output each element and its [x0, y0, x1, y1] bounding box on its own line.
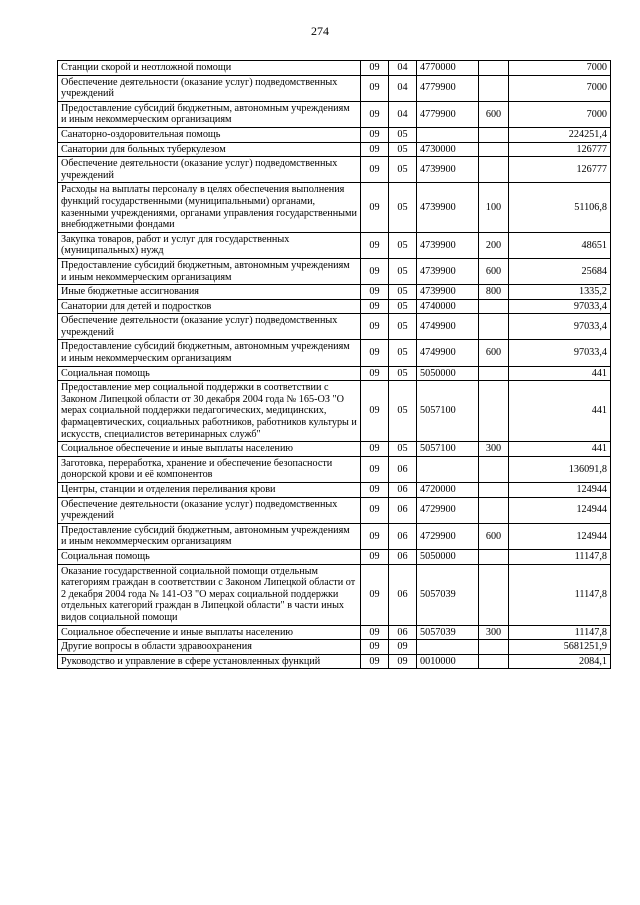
- row-name: Предоставление субсидий бюджетным, автономным учреждениям и иным некоммерческим организациям: [58, 258, 361, 284]
- table-row: [58, 157, 611, 183]
- row-amount: 7000: [509, 61, 611, 76]
- row-section-code: 09: [361, 654, 389, 669]
- row-expense-type-code: 800: [479, 285, 509, 300]
- row-section-code: 09: [361, 142, 389, 157]
- row-name: Центры, станции и отделения переливания крови: [58, 483, 361, 498]
- row-subsection-code: 06: [389, 456, 417, 482]
- row-section-code: 09: [361, 183, 389, 232]
- row-target-code: 4729900: [417, 523, 479, 549]
- row-name: Предоставление субсидий бюджетным, автономным учреждениям и иным некоммерческим организациям: [58, 340, 361, 366]
- row-expense-type-code: [479, 483, 509, 498]
- row-subsection-code: 04: [389, 61, 417, 76]
- row-target-code: 4740000: [417, 299, 479, 314]
- page-number: 274: [311, 24, 329, 38]
- table-row: [58, 142, 611, 157]
- row-target-code: 4720000: [417, 483, 479, 498]
- row-section-code: 09: [361, 497, 389, 523]
- row-amount: 224251,4: [509, 127, 611, 142]
- row-section-code: 09: [361, 75, 389, 101]
- table-row: [58, 285, 611, 300]
- row-name: Закупка товаров, работ и услуг для государственных (муниципальных) нужд: [58, 232, 361, 258]
- row-name: Предоставление субсидий бюджетным, автономным учреждениям и иным некоммерческим организациям: [58, 101, 361, 127]
- row-subsection-code: 05: [389, 183, 417, 232]
- row-target-code: 5057100: [417, 442, 479, 457]
- row-subsection-code: 05: [389, 314, 417, 340]
- row-target-code: 4739900: [417, 232, 479, 258]
- table-row: [58, 232, 611, 258]
- row-expense-type-code: 200: [479, 232, 509, 258]
- row-subsection-code: 04: [389, 101, 417, 127]
- row-amount: 11147,8: [509, 564, 611, 625]
- row-target-code: 5057039: [417, 625, 479, 640]
- row-subsection-code: 09: [389, 654, 417, 669]
- row-target-code: 4739900: [417, 258, 479, 284]
- row-amount: 5681251,9: [509, 640, 611, 655]
- table-row: [58, 523, 611, 549]
- row-name: Заготовка, переработка, хранение и обеспечение безопасности донорской крови и её компонентов: [58, 456, 361, 482]
- table-row: [58, 442, 611, 457]
- row-section-code: 09: [361, 456, 389, 482]
- row-subsection-code: 06: [389, 549, 417, 564]
- row-subsection-code: 05: [389, 127, 417, 142]
- row-amount: 1335,2: [509, 285, 611, 300]
- row-name: Санатории для больных туберкулезом: [58, 142, 361, 157]
- table-row: [58, 61, 611, 76]
- row-section-code: 09: [361, 640, 389, 655]
- row-amount: 11147,8: [509, 549, 611, 564]
- row-name: Социальное обеспечение и иные выплаты населению: [58, 625, 361, 640]
- row-subsection-code: 06: [389, 564, 417, 625]
- table-row: [58, 497, 611, 523]
- row-target-code: 4779900: [417, 75, 479, 101]
- row-amount: 97033,4: [509, 340, 611, 366]
- row-target-code: 4749900: [417, 340, 479, 366]
- row-expense-type-code: [479, 564, 509, 625]
- row-expense-type-code: 300: [479, 442, 509, 457]
- row-name: Санатории для детей и подростков: [58, 299, 361, 314]
- row-section-code: 09: [361, 127, 389, 142]
- table-row: [58, 75, 611, 101]
- row-subsection-code: 06: [389, 483, 417, 498]
- row-expense-type-code: [479, 381, 509, 442]
- row-target-code: 5057039: [417, 564, 479, 625]
- row-target-code: 4730000: [417, 142, 479, 157]
- row-subsection-code: 05: [389, 381, 417, 442]
- row-amount: 97033,4: [509, 314, 611, 340]
- row-name: Социальная помощь: [58, 366, 361, 381]
- row-name: Обеспечение деятельности (оказание услуг) подведомственных учреждений: [58, 157, 361, 183]
- row-expense-type-code: [479, 497, 509, 523]
- row-subsection-code: 06: [389, 497, 417, 523]
- row-name: Предоставление субсидий бюджетным, автономным учреждениям и иным некоммерческим организациям: [58, 523, 361, 549]
- row-amount: 51106,8: [509, 183, 611, 232]
- row-expense-type-code: 300: [479, 625, 509, 640]
- row-target-code: 0010000: [417, 654, 479, 669]
- row-subsection-code: 05: [389, 285, 417, 300]
- budget-table: [57, 60, 611, 669]
- row-subsection-code: 05: [389, 340, 417, 366]
- row-section-code: 09: [361, 61, 389, 76]
- row-subsection-code: 05: [389, 157, 417, 183]
- row-section-code: 09: [361, 625, 389, 640]
- row-section-code: 09: [361, 523, 389, 549]
- row-name: Предоставление мер социальной поддержки в соответствии с Законом Липецкой области от 30 декабря 2004 года № 165-ОЗ "О мерах социальной поддержки педагогических, медицинских, фармацевтических, социальных работников, работников культуры и искусств, специалистов ветеринарных служб": [58, 381, 361, 442]
- row-target-code: 4739900: [417, 285, 479, 300]
- row-expense-type-code: [479, 549, 509, 564]
- row-amount: 7000: [509, 101, 611, 127]
- row-name: Оказание государственной социальной помощи отдельным категориям граждан в соответствии с Законом Липецкой области от 2 декабря 2004 года № 141-ОЗ "О мерах социальной поддержки отдельных категорий граждан в Липецкой области" в части иных видов социальной помощи: [58, 564, 361, 625]
- row-section-code: 09: [361, 483, 389, 498]
- row-amount: 441: [509, 442, 611, 457]
- row-amount: 441: [509, 381, 611, 442]
- row-amount: 48651: [509, 232, 611, 258]
- row-expense-type-code: [479, 61, 509, 76]
- row-expense-type-code: [479, 142, 509, 157]
- row-name: Обеспечение деятельности (оказание услуг) подведомственных учреждений: [58, 497, 361, 523]
- row-amount: 136091,8: [509, 456, 611, 482]
- row-amount: 25684: [509, 258, 611, 284]
- row-expense-type-code: 600: [479, 523, 509, 549]
- row-expense-type-code: [479, 299, 509, 314]
- row-expense-type-code: [479, 75, 509, 101]
- row-subsection-code: 04: [389, 75, 417, 101]
- row-name: Станции скорой и неотложной помощи: [58, 61, 361, 76]
- row-section-code: 09: [361, 442, 389, 457]
- row-section-code: 09: [361, 366, 389, 381]
- row-subsection-code: 06: [389, 625, 417, 640]
- table-row: [58, 299, 611, 314]
- row-expense-type-code: [479, 127, 509, 142]
- row-amount: 126777: [509, 142, 611, 157]
- row-target-code: [417, 456, 479, 482]
- table-row: [58, 101, 611, 127]
- row-name: Социальное обеспечение и иные выплаты населению: [58, 442, 361, 457]
- table-row: [58, 366, 611, 381]
- table-row: [58, 183, 611, 232]
- row-expense-type-code: [479, 640, 509, 655]
- table-row: [58, 258, 611, 284]
- row-amount: 11147,8: [509, 625, 611, 640]
- row-target-code: 4739900: [417, 157, 479, 183]
- row-amount: 7000: [509, 75, 611, 101]
- row-target-code: 4739900: [417, 183, 479, 232]
- row-subsection-code: 05: [389, 299, 417, 314]
- table-row: [58, 314, 611, 340]
- row-subsection-code: 05: [389, 142, 417, 157]
- row-expense-type-code: 600: [479, 101, 509, 127]
- row-amount: 124944: [509, 523, 611, 549]
- row-name: Иные бюджетные ассигнования: [58, 285, 361, 300]
- row-name: Обеспечение деятельности (оказание услуг) подведомственных учреждений: [58, 75, 361, 101]
- row-section-code: 09: [361, 258, 389, 284]
- row-subsection-code: 05: [389, 442, 417, 457]
- table-row: [58, 483, 611, 498]
- row-expense-type-code: [479, 157, 509, 183]
- row-name: Расходы на выплаты персоналу в целях обеспечения выполнения функций государственными (муниципальными) органами, казенными учреждениями, органами управления государственными внебюджетными фондами: [58, 183, 361, 232]
- table-row: [58, 549, 611, 564]
- row-target-code: 5050000: [417, 549, 479, 564]
- row-target-code: [417, 127, 479, 142]
- row-target-code: 4770000: [417, 61, 479, 76]
- row-subsection-code: 06: [389, 523, 417, 549]
- row-name: Социальная помощь: [58, 549, 361, 564]
- row-target-code: [417, 640, 479, 655]
- row-target-code: 4729900: [417, 497, 479, 523]
- row-amount: 441: [509, 366, 611, 381]
- row-name: Другие вопросы в области здравоохранения: [58, 640, 361, 655]
- budget-table-body: [58, 61, 611, 669]
- row-name: Руководство и управление в сфере установленных функций: [58, 654, 361, 669]
- row-subsection-code: 05: [389, 366, 417, 381]
- row-target-code: 5050000: [417, 366, 479, 381]
- table-row: [58, 625, 611, 640]
- row-expense-type-code: [479, 314, 509, 340]
- row-expense-type-code: 600: [479, 340, 509, 366]
- row-section-code: 09: [361, 314, 389, 340]
- table-row: [58, 381, 611, 442]
- table-row: [58, 127, 611, 142]
- row-expense-type-code: 100: [479, 183, 509, 232]
- table-row: [58, 456, 611, 482]
- row-section-code: 09: [361, 101, 389, 127]
- row-target-code: 4749900: [417, 314, 479, 340]
- row-target-code: 5057100: [417, 381, 479, 442]
- row-subsection-code: 09: [389, 640, 417, 655]
- row-subsection-code: 05: [389, 232, 417, 258]
- row-expense-type-code: 600: [479, 258, 509, 284]
- row-amount: 126777: [509, 157, 611, 183]
- row-name: Обеспечение деятельности (оказание услуг) подведомственных учреждений: [58, 314, 361, 340]
- row-section-code: 09: [361, 549, 389, 564]
- row-section-code: 09: [361, 285, 389, 300]
- row-expense-type-code: [479, 654, 509, 669]
- row-section-code: 09: [361, 299, 389, 314]
- row-amount: 124944: [509, 497, 611, 523]
- row-expense-type-code: [479, 456, 509, 482]
- row-expense-type-code: [479, 366, 509, 381]
- row-section-code: 09: [361, 157, 389, 183]
- row-name: Санаторно-оздоровительная помощь: [58, 127, 361, 142]
- row-target-code: 4779900: [417, 101, 479, 127]
- table-row: [58, 564, 611, 625]
- row-section-code: 09: [361, 564, 389, 625]
- table-row: [58, 340, 611, 366]
- row-section-code: 09: [361, 381, 389, 442]
- row-section-code: 09: [361, 340, 389, 366]
- row-amount: 124944: [509, 483, 611, 498]
- row-amount: 2084,1: [509, 654, 611, 669]
- row-amount: 97033,4: [509, 299, 611, 314]
- row-subsection-code: 05: [389, 258, 417, 284]
- row-section-code: 09: [361, 232, 389, 258]
- table-row: [58, 654, 611, 669]
- table-row: [58, 640, 611, 655]
